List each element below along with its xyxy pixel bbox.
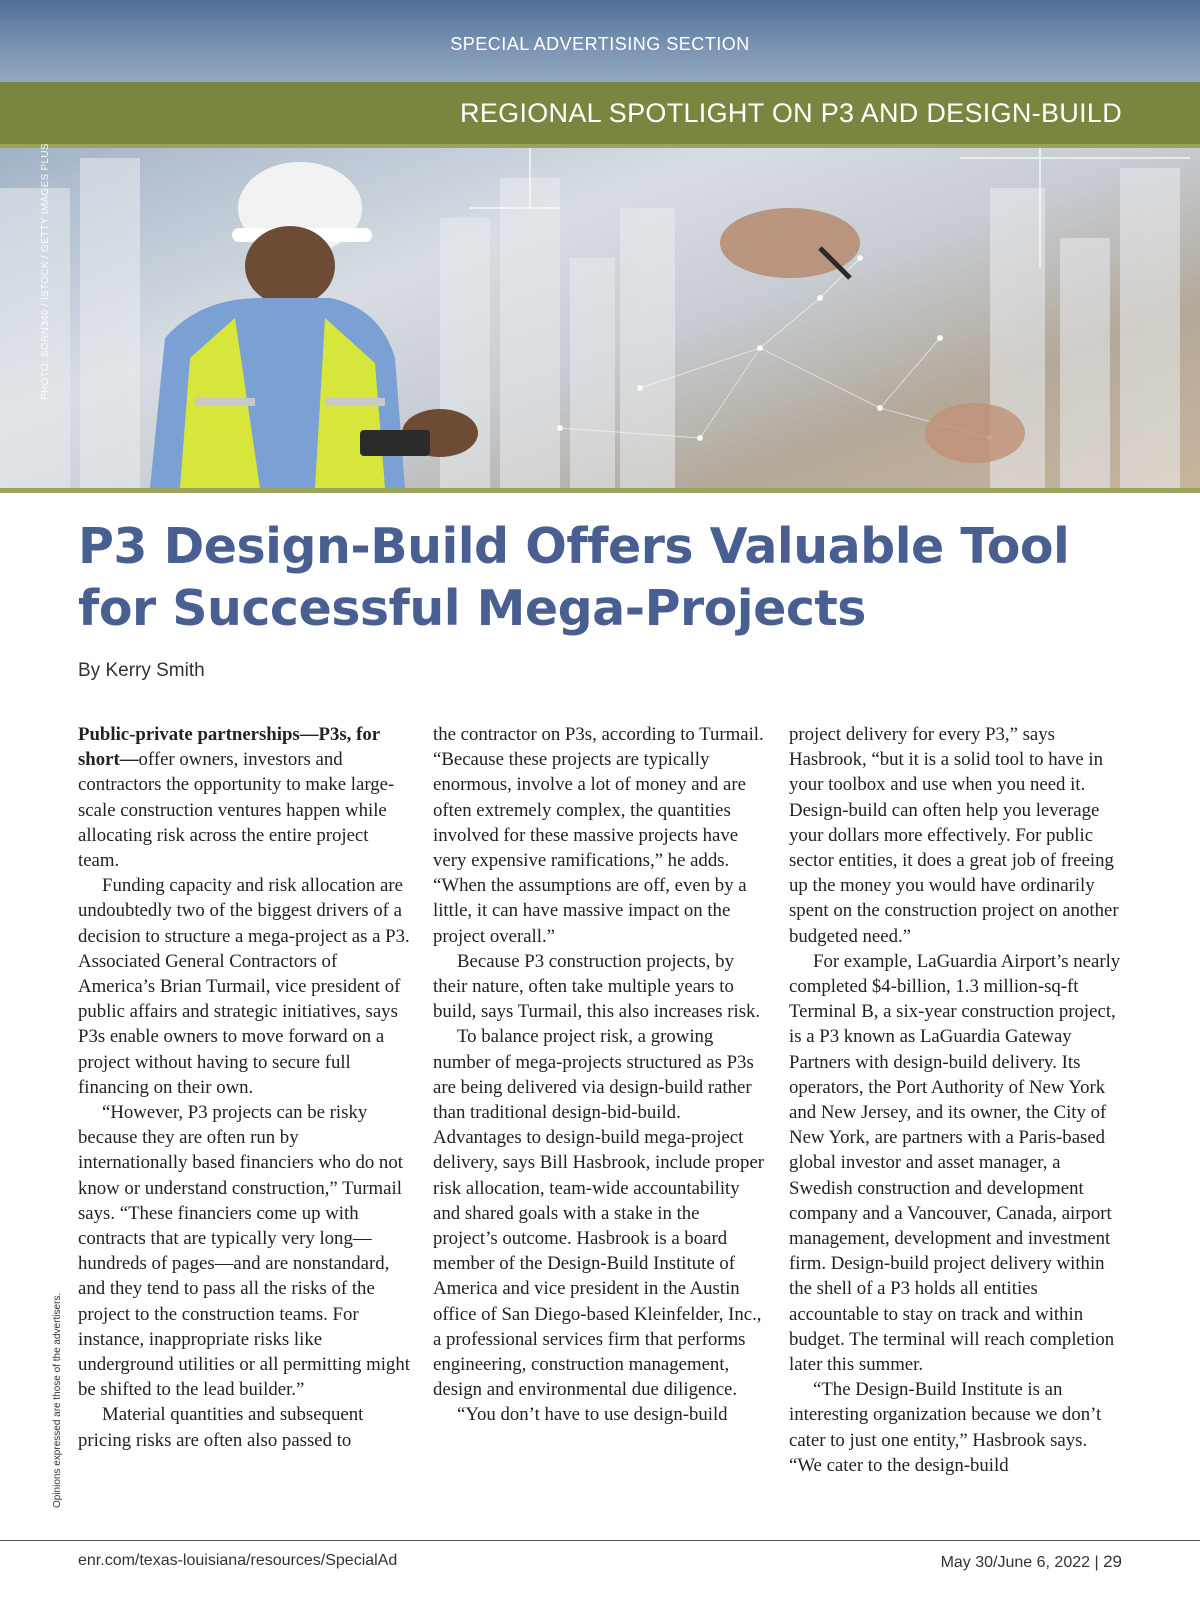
paragraph: Material quantities and subsequent pricing risks are often also passed to [78,1404,364,1451]
spotlight-title: REGIONAL SPOTLIGHT ON P3 AND DESIGN-BUILD [460,98,1122,128]
footer-date-page [941,1552,1122,1572]
footer-url-link[interactable]: enr.com/texas-louisiana/resources/SpecialAd [78,1552,398,1569]
paragraph: “You don’t have to use design-build [457,1404,728,1426]
article-column-2 [433,722,766,1428]
article-byline: By Kerry Smith [78,660,205,681]
footer-separator: | [1094,1554,1099,1571]
paragraph [78,722,411,873]
article-column-1 [78,722,411,1453]
hero-banner [0,0,1200,492]
spotlight-band [0,82,1200,148]
lead-in-bold: Public-private partnerships—P3s, for short— [78,724,380,771]
special-section-label: SPECIAL ADVERTISING SECTION [450,34,750,54]
paragraph: For example, LaGuardia Airport’s nearly completed $4-billion, 1.3 million-sq-ft Terminal B, a six-year construction project, is a P3 known as LaGuardia Gateway Partners with design-build delivery. Its operators, the Port Authority of New York and New Jersey, and its owner, the City of New York, are partners with a Paris-based global investor and asset manager, a Swedish construction and development company and a Vancouver, Canada, airport management, development and investment firm. Design-build project delivery within the shell of a P3 holds all entities accountable to stay on track and within budget. The terminal will reach completion later this summer. [789,950,1121,1376]
hero-bottom-rule [0,488,1200,493]
lead-paragraph-text: offer owners, investors and contractors the opportunity to make large-scale construction ventures happen while allocating risk across the entire project team. [78,749,395,872]
photo-credit: PHOTO: SORN340 / ISTOCK / GETTY IMAGES PLUS [40,143,51,400]
paragraph: “However, P3 projects can be risky because they are often run by internationally based financiers who do not know or understand construction,” Turmail says. “These financiers come up with contracts that are typically very long—hundreds of pages—and are nonstandard, and they tend to pass all the risks of the project to the construction teams. For instance, inappropriate risks like underground utilities or all permitting might be shifted to the lead builder.” [78,1102,410,1401]
paragraph: To balance project risk, a growing number of mega-projects structured as P3s are being delivered via design-build rather than traditional design-bid-build. Advantages to design-build mega-project delivery, says Bill Hasbrook, include proper risk allocation, team-wide accountability and shared goals with a stake in the project’s outcome. Hasbrook is a board member of the Design-Build Institute of America and vice president in the Austin office of San Diego-based Kleinfelder, Inc., a professional services firm that performs engineering, construction management, design and environmental due diligence. [433,1026,765,1401]
paragraph: the contractor on P3s, according to Turmail. “Because these projects are typically enormous, involve a lot of money and are often extremely complex, the quantities involved for these massive projects have very expensive ramifications,” he adds. “When the assumptions are off, even by a little, it can have massive impact on the project overall.” [433,724,764,947]
paragraph: “The Design-Build Institute is an interesting organization because we don’t cater to just one entity,” Hasbrook says. “We cater to the design-build [789,1379,1102,1476]
footer-divider [0,1540,1200,1541]
paragraph: project delivery for every P3,” says Hasbrook, “but it is a solid tool to have in your toolbox and use when you need it. Design-build can often help you leverage your dollars more effectively. For public sector entities, it does a great job of freeing up the money you would have ordinarily spent on the construction project on another budgeted need.” [789,724,1119,947]
advertiser-disclaimer: Opinions expressed are those of the advertisers. [52,1292,63,1508]
article-column-3 [789,722,1122,1478]
paragraph: Funding capacity and risk allocation are undoubtedly two of the biggest drivers of a decision to structure a mega-project as a P3. Associated General Contractors of America’s Brian Turmail, vice president of public affairs and strategic initiatives, says P3s enable owners to move forward on a project without having to secure full financing on their own. [78,875,410,1098]
worker-figure [150,162,478,488]
page-number: 29 [1103,1552,1122,1571]
hero-photo-illustration [0,148,1200,488]
paragraph: Because P3 construction projects, by their nature, often take multiple years to build, says Turmail, this also increases risk. [433,950,761,1023]
article-title: P3 Design-Build Offers Valuable Tool for Successful Mega-Projects [78,518,1070,637]
issue-date: May 30/June 6, 2022 [940,1554,1091,1571]
